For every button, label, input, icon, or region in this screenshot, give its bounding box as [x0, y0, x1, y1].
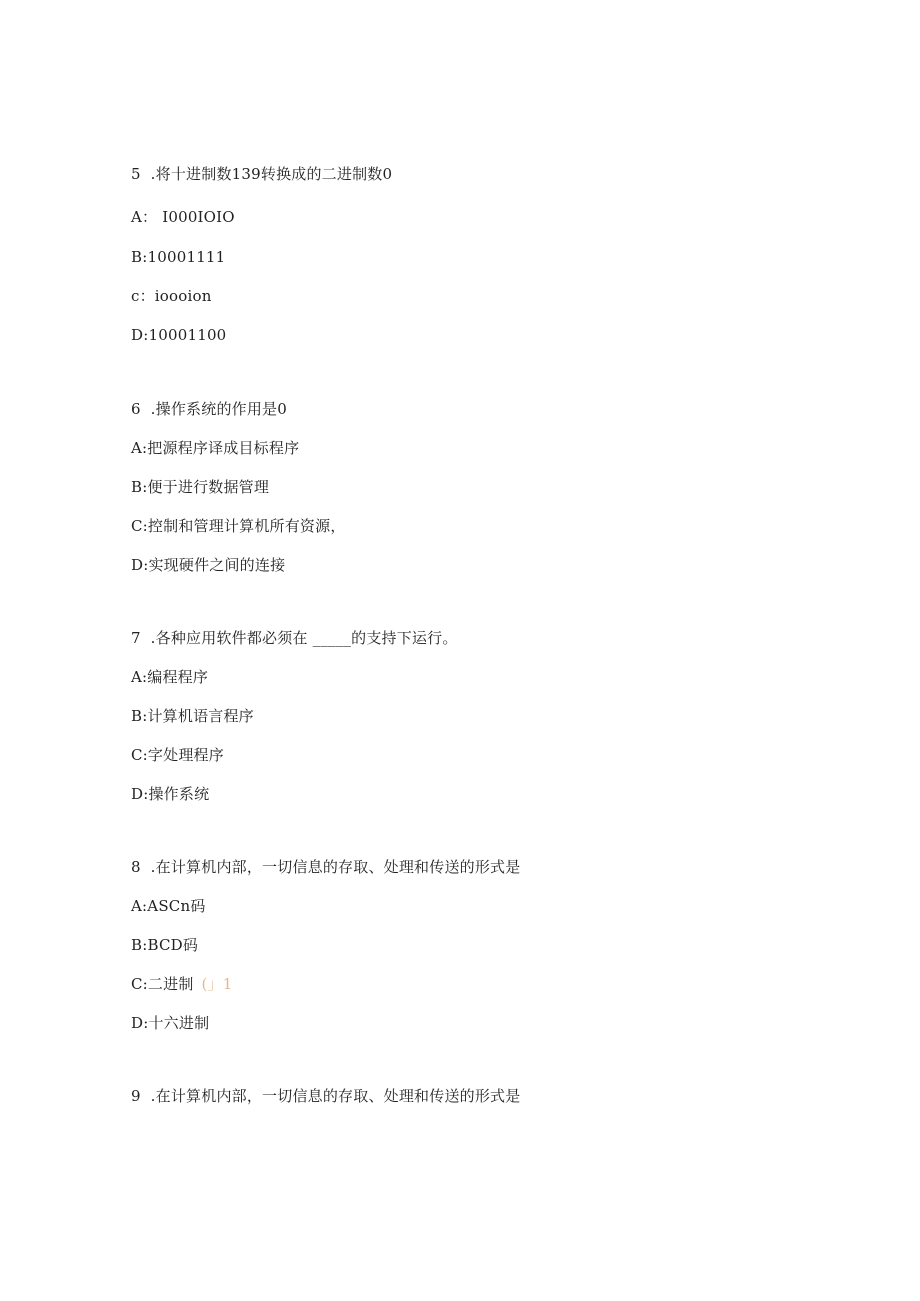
question-6-option-c: C:控制和管理计算机所有资源，	[131, 517, 346, 535]
question-6-option-b: B:便于进行数据管理	[131, 478, 270, 496]
question-5-option-a: A： I000IOIO	[131, 208, 235, 226]
question-9-stem: 9 .在计算机内部，一切信息的存取、处理和传送的形式是	[131, 1087, 521, 1105]
question-8-option-d: D:十六进制	[131, 1014, 210, 1032]
question-8-option-a: A:ASCn码	[131, 897, 206, 915]
question-6-option-a: A:把源程序译成目标程序	[131, 439, 300, 457]
question-5-option-d: D:10001100	[131, 326, 227, 344]
question-5-option-c: c：ioooion	[131, 287, 212, 305]
question-6-stem: 6 .操作系统的作用是0	[131, 400, 287, 418]
question-8-faded-mark: (」1	[201, 975, 233, 993]
question-5-option-b: B:10001111	[131, 248, 226, 266]
question-8-option-b: B:BCD码	[131, 936, 199, 954]
question-7-option-d: D:操作系统	[131, 785, 210, 803]
question-8-option-c: C:二进制	[131, 975, 194, 993]
question-5-stem: 5 .将十进制数139转换成的二进制数0	[131, 165, 393, 183]
question-7-option-b: B:计算机语言程序	[131, 707, 254, 725]
question-7-option-a: A:编程程序	[131, 668, 209, 686]
question-6-option-d: D:实现硬件之间的连接	[131, 556, 286, 574]
question-7-stem: 7 .各种应用软件都必须在 _____的支持下运行。	[131, 629, 458, 647]
question-8-stem: 8 .在计算机内部，一切信息的存取、处理和传送的形式是	[131, 858, 521, 876]
question-8-option-c-row	[131, 974, 233, 994]
question-7-option-c: C:字处理程序	[131, 746, 224, 764]
